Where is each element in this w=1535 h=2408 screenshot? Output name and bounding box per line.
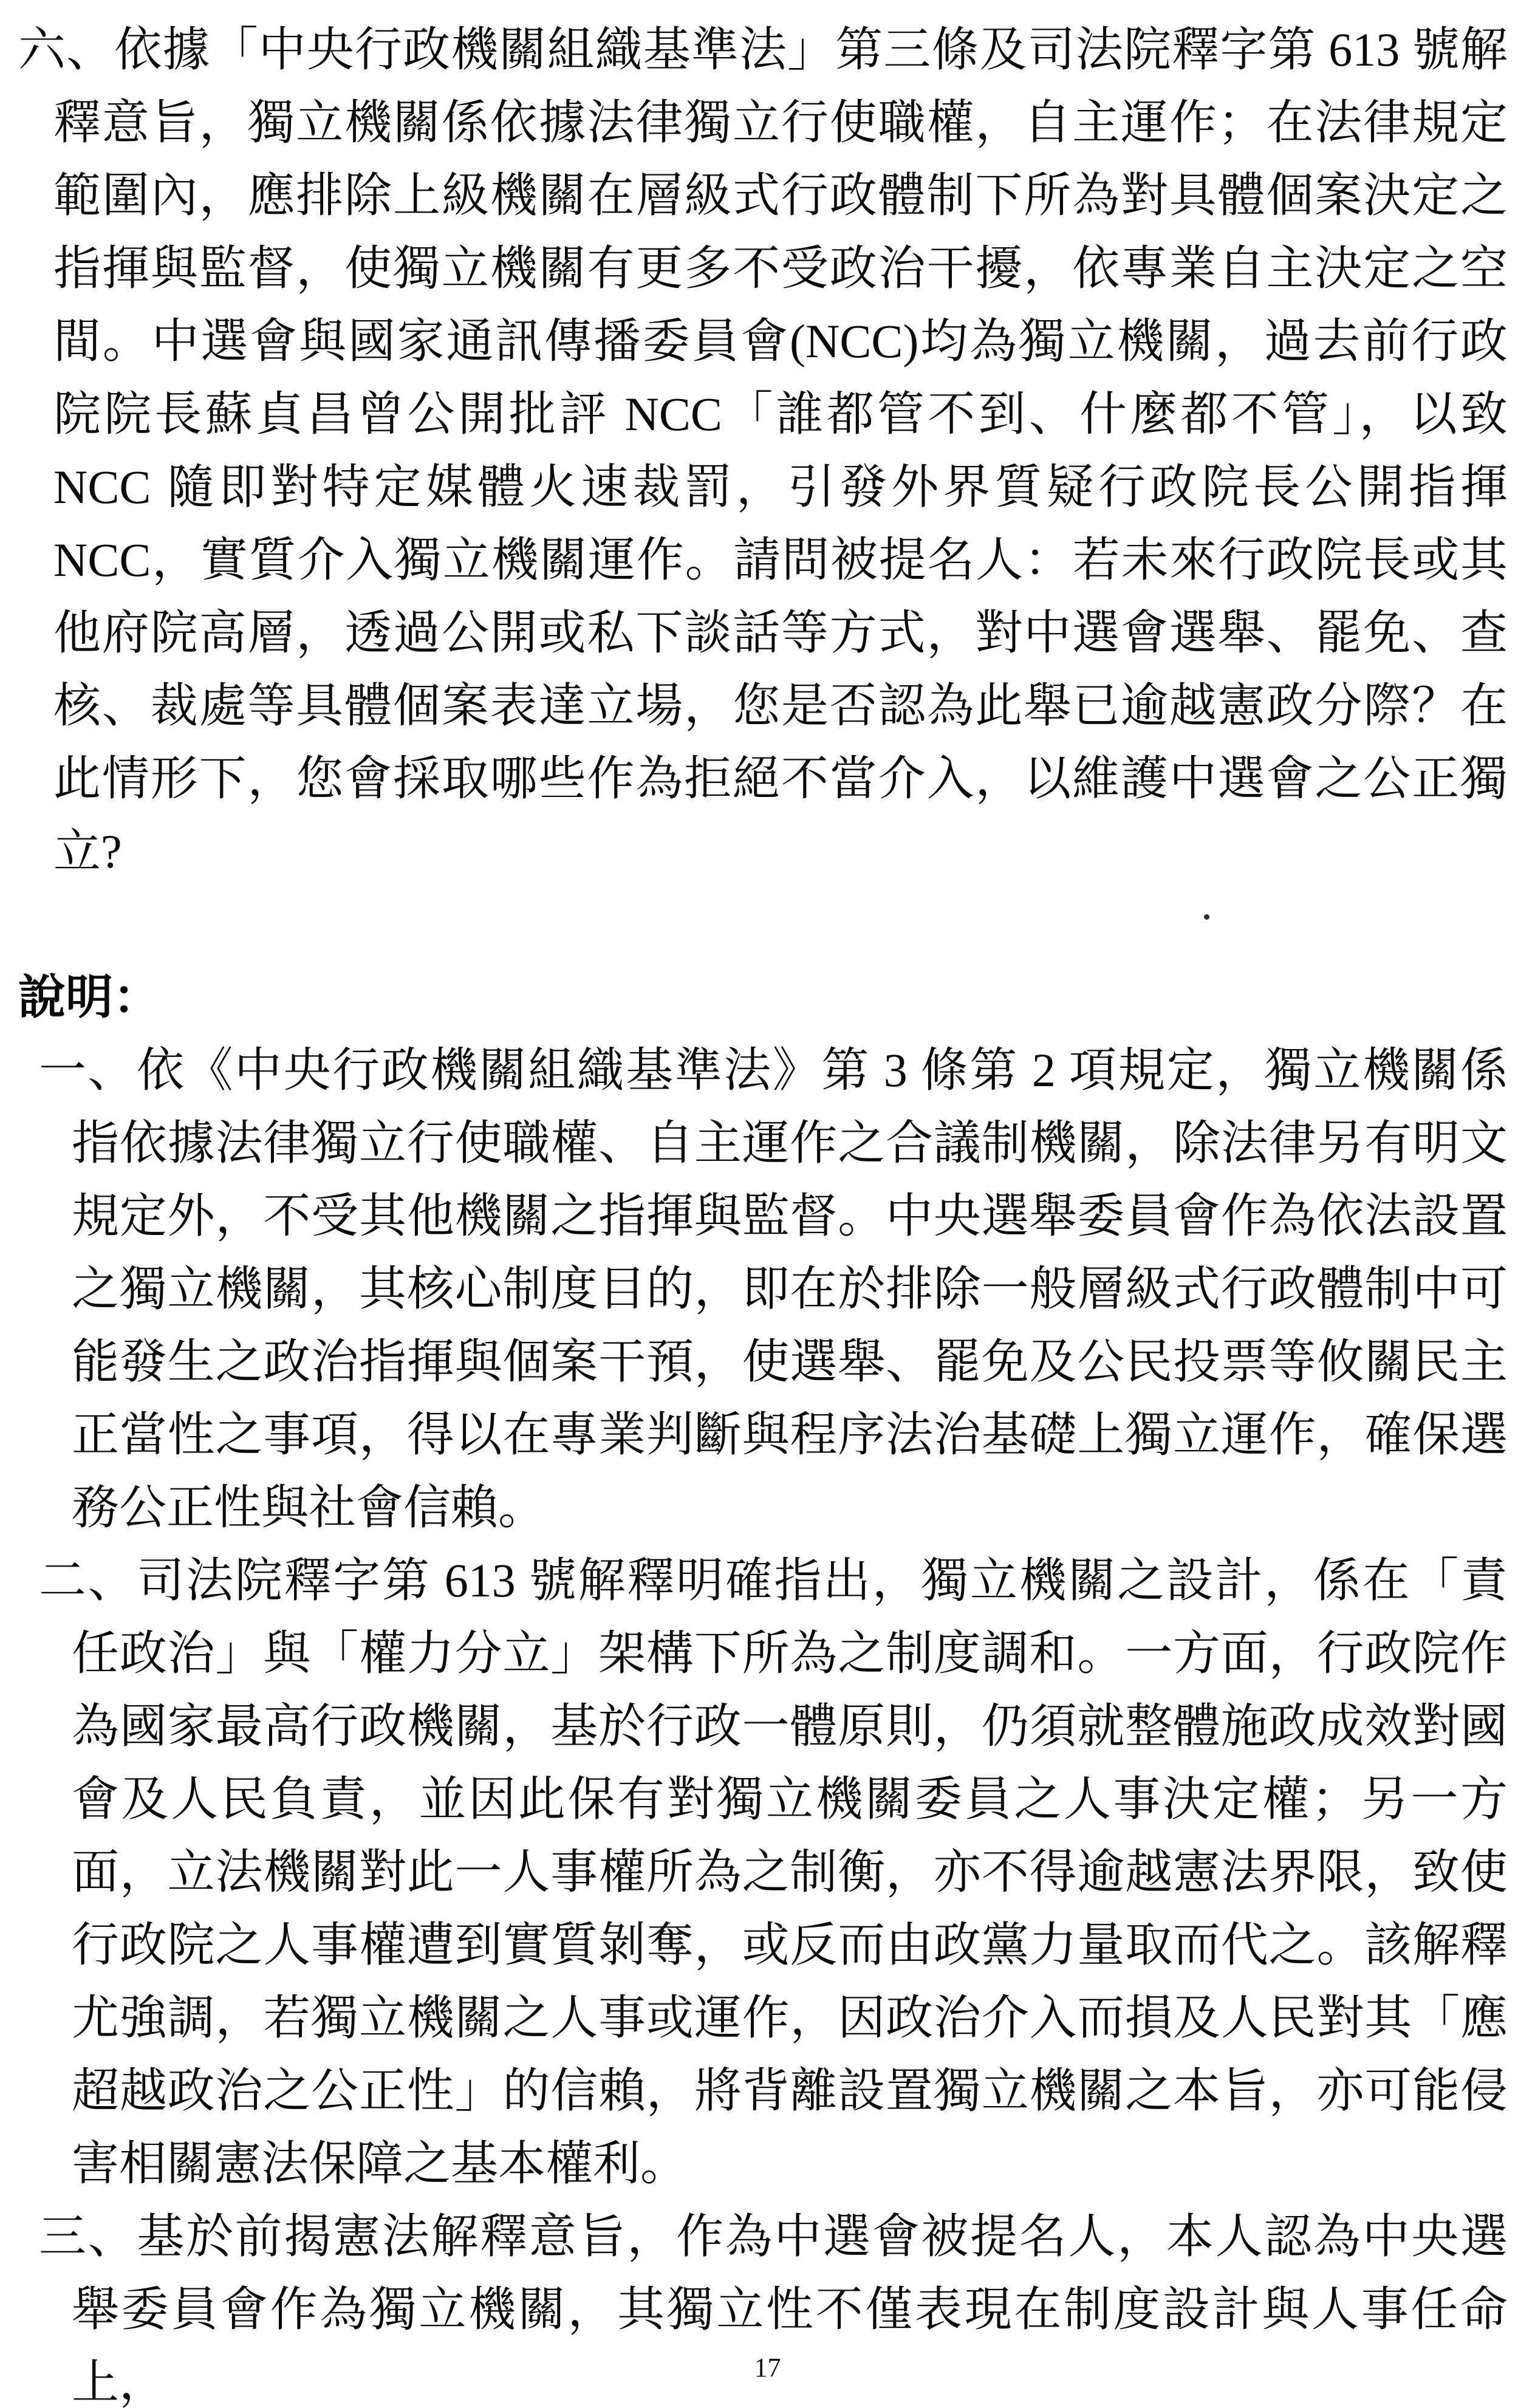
explanation-item-2 (18, 1544, 1508, 2200)
scan-artifact-dot (1204, 914, 1209, 920)
question-text: 依據「中央行政機關組織基準法」第三條及司法院釋字第 613 號解釋意旨，獨立機關係依據法律獨立行使職權，自主運作；在法律規定範圍內，應排除上級機關在層級式行政體制下所為對具體個案決定之指揮與監督，使獨立機關有更多不受政治干擾，依專業自主決定之空間。中選會與國家通訊傳播委員會(NCC)均為獨立機關，過去前行政院院長蘇貞昌曾公開批評 NCC「誰都管不到、什麼都不管」，以致 NCC 隨即對特定媒體火速裁罰，引發外界質疑行政院長公開指揮 NCC，實質介入獨立機關運作。請問被提名人：若未來行政院長或其他府院高層，透過公開或私下談話等方式，對中選會選舉、罷免、查核、裁處等具體個案表達立場，您是否認為此舉已逾越憲政分際？在此情形下，您會採取哪些作為拒絕不當介入，以維護中選會之公正獨立? (53, 23, 1508, 878)
explanation-heading: 說明： (18, 971, 161, 1024)
question-paragraph (18, 13, 1508, 888)
page-number: 17 (754, 2353, 781, 2382)
explanation-item-1-label: 一、 (39, 1044, 137, 1096)
explanation-item-2-label: 二、 (39, 1554, 137, 1607)
explanation-item-1-text: 依《中央行政機關組織基準法》第 3 條第 2 項規定，獨立機關係指依據法律獨立行使職權、自主運作之合議制機關，除法律另有明文規定外，不受其他機關之指揮與監督。中央選舉委員會作為依法設置之獨立機關，其核心制度目的，即在於排除一般層級式行政體制中可能發生之政治指揮與個案干預，使選舉、罷免及公民投票等攸關民主正當性之事項，得以在專業判斷與程序法治基礎上獨立運作，確保選務公正性與社會信賴。 (72, 1044, 1508, 1534)
explanation-item-2-text: 司法院釋字第 613 號解釋明確指出，獨立機關之設計，係在「責任政治」與「權力分立」架構下所為之制度調和。一方面，行政院作為國家最高行政機關，基於行政一體原則，仍須就整體施政成效對國會及人民負責，並因此保有對獨立機關委員之人事決定權；另一方面，立法機關對此一人事權所為之制衡，亦不得逾越憲法界限，致使行政院之人事權遭到實質剝奪，或反而由政黨力量取而代之。該解釋尤強調，若獨立機關之人事或運作，因政治介入而損及人民對其「應超越政治之公正性」的信賴，將背離設置獨立機關之本旨，亦可能侵害相關憲法保障之基本權利。 (72, 1554, 1508, 2190)
explanation-item-1 (18, 1034, 1508, 1544)
question-label: 六、 (18, 23, 115, 76)
explanation-item-3-label: 三、 (39, 2210, 137, 2263)
explanation-item-3-text: 基於前揭憲法解釋意旨，作為中選會被提名人，本人認為中央選舉委員會作為獨立機關，其獨立性不僅表現在制度設計與人事任命上， (72, 2210, 1508, 2408)
